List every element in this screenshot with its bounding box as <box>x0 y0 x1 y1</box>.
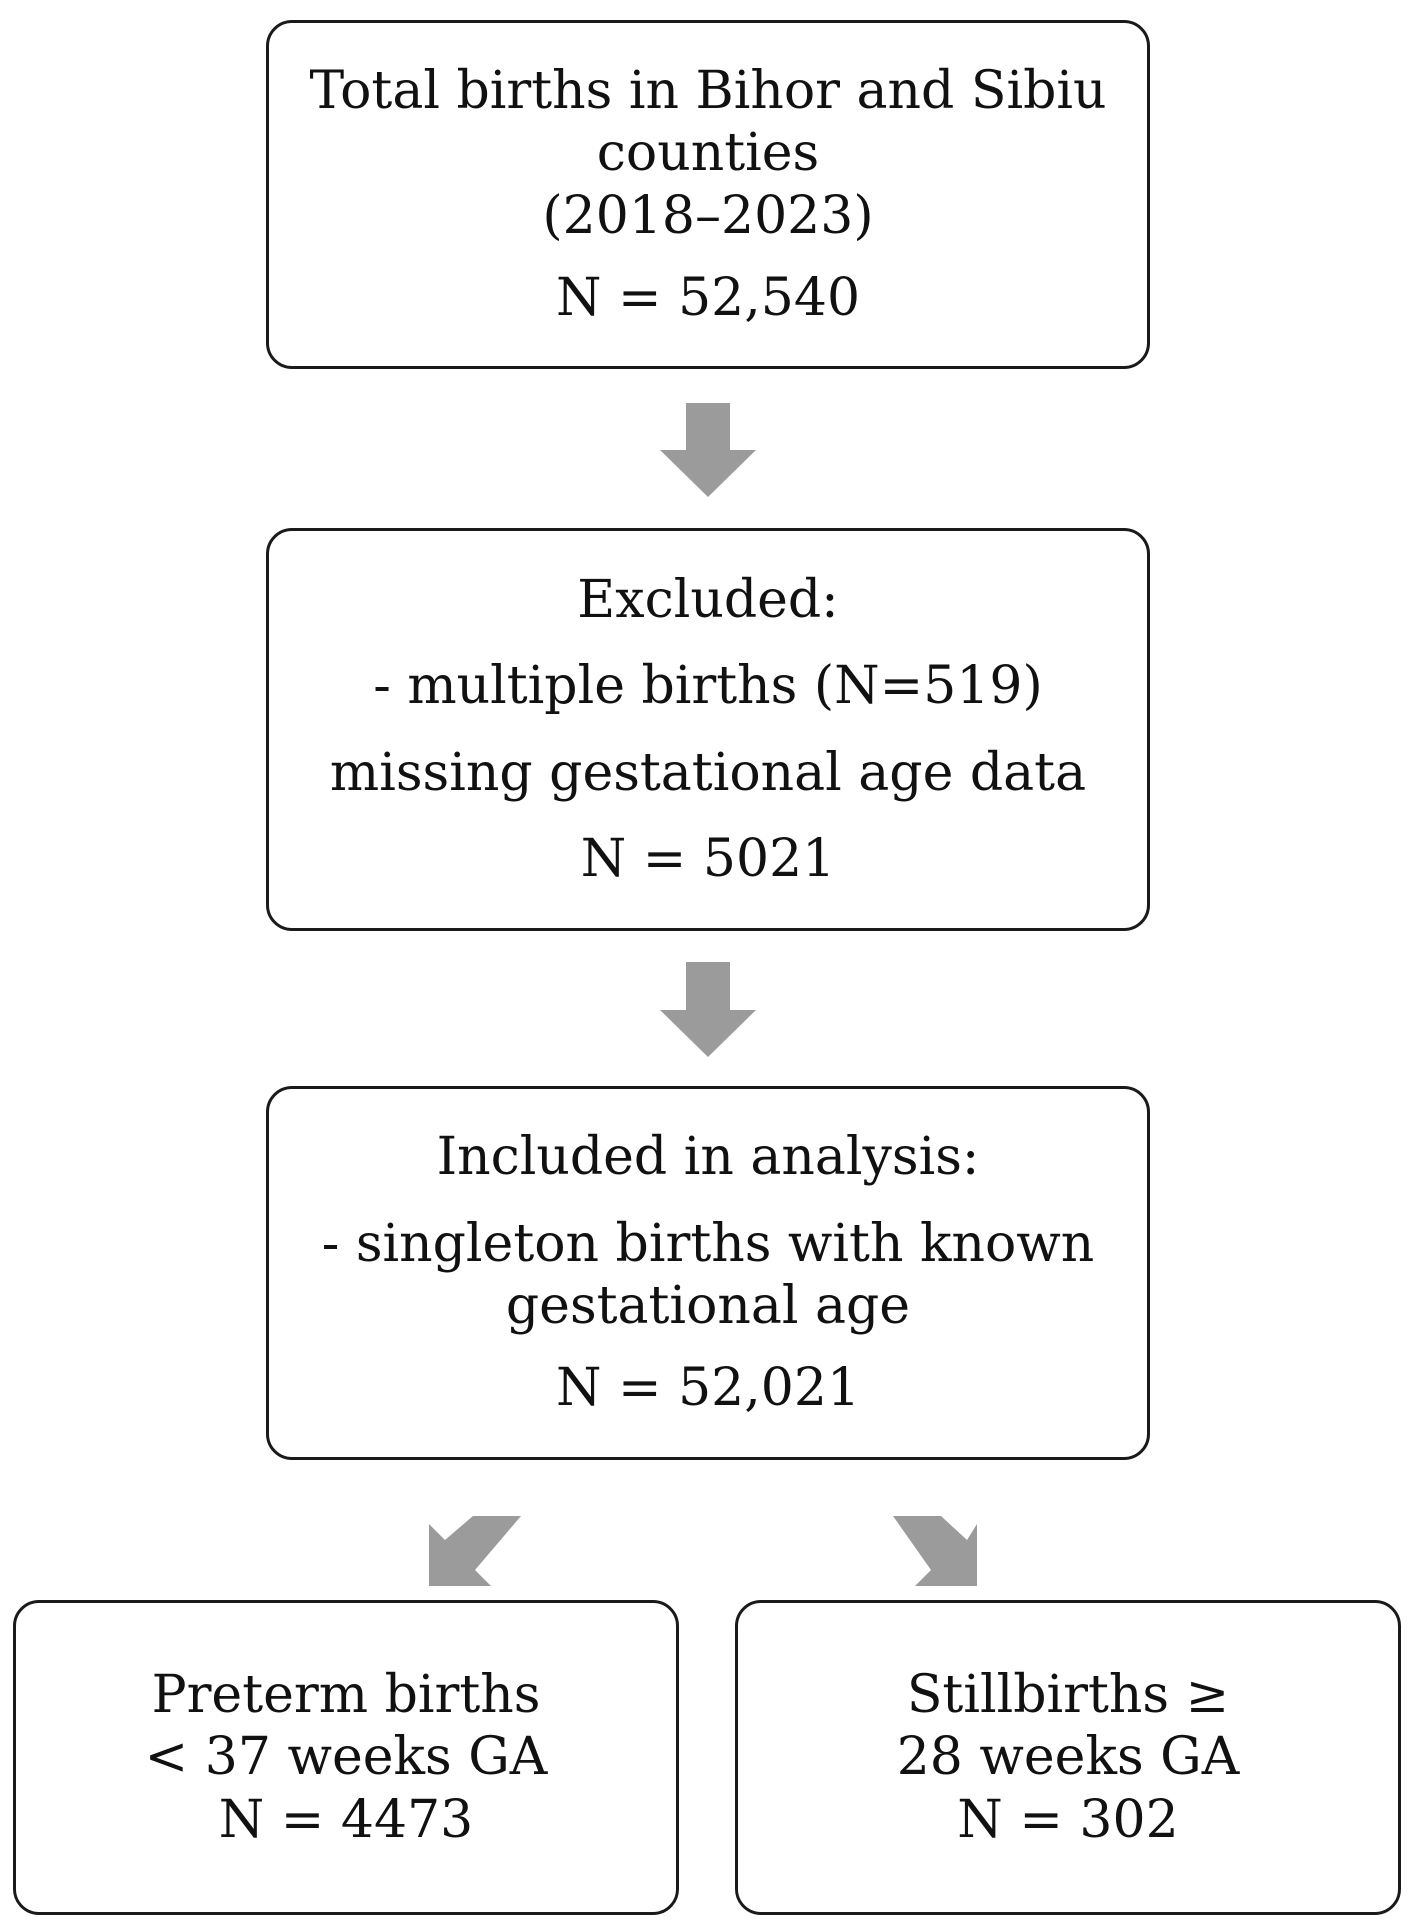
stillbirths-box <box>735 1600 1401 1915</box>
preterm-count: N = 4473 <box>218 1789 474 1850</box>
preterm-line1: Preterm births <box>151 1664 541 1725</box>
excluded-line1: - multiple births (N=519) <box>373 656 1043 717</box>
total-births-box <box>266 20 1150 369</box>
total-births-count: N = 52,540 <box>555 267 861 328</box>
down-arrow-icon <box>660 403 756 497</box>
down-right-arrow-icon <box>893 1516 977 1586</box>
preterm-line2: < 37 weeks GA <box>144 1727 548 1788</box>
included-line2: gestational age <box>505 1276 911 1336</box>
included-count: N = 52,021 <box>555 1358 861 1419</box>
included-box <box>266 1086 1150 1460</box>
excluded-line2: missing gestational age data <box>329 742 1087 803</box>
total-births-line3: (2018–2023) <box>542 185 874 246</box>
preterm-births-box <box>13 1600 679 1915</box>
excluded-heading: Excluded: <box>577 569 839 630</box>
stillbirths-count: N = 302 <box>957 1789 1179 1850</box>
stillbirths-line2: 28 weeks GA <box>896 1727 1240 1788</box>
excluded-box <box>266 528 1150 931</box>
down-arrow-icon <box>660 962 756 1057</box>
down-left-arrow-icon <box>429 1516 521 1586</box>
total-births-line2: counties <box>596 123 820 184</box>
included-line1: - singleton births with known <box>321 1213 1095 1274</box>
excluded-count: N = 5021 <box>580 828 836 889</box>
stillbirths-line1: Stillbirths ≥ <box>906 1664 1230 1725</box>
included-heading: Included in analysis: <box>436 1127 980 1188</box>
total-births-line1: Total births in Bihor and Sibiu <box>309 60 1107 121</box>
